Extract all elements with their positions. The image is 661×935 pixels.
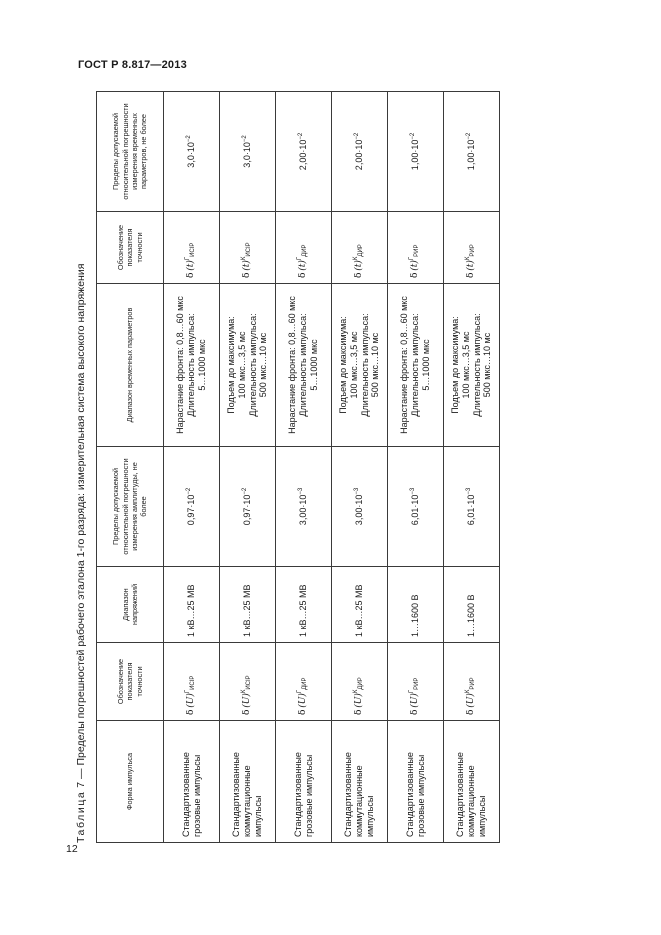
designation-subscript: ДИР	[358, 677, 365, 690]
designation-subscript: ИСIР	[190, 675, 197, 690]
designation-symbol: δ	[186, 272, 197, 278]
designation-superscript: К	[241, 689, 248, 694]
cell-voltage-range	[332, 567, 388, 643]
time-designation	[185, 243, 195, 278]
time-parameter-lines	[338, 289, 381, 441]
pulse-form-text: Стандартизованные коммутационные импульсы	[343, 752, 375, 837]
designation-superscript: Г	[185, 256, 192, 261]
designation-superscript: К	[465, 256, 472, 261]
amplitude-designation	[297, 678, 307, 715]
pulse-form-text: Стандартизованные коммутационные импульсы	[455, 752, 487, 837]
header-time-designation: Обозначение показателя точности	[97, 212, 164, 284]
header-time-error-limit: Пределы допускаемой относительной погрешности измерения временных параметров, не более	[97, 92, 164, 212]
cell-time-parameter-range	[332, 284, 388, 447]
designation-symbol: δ	[410, 709, 421, 715]
amplitude-limit-mantissa: 6,01·10	[466, 494, 477, 526]
pulse-form-text: Стандартизованные коммутационные импульсы	[231, 752, 263, 837]
designation-subscript: РИР	[470, 244, 477, 257]
voltage-range-text: 1 кВ…25 МВ	[242, 584, 253, 637]
time-parameter-line: Длительность импульса:	[247, 313, 258, 417]
time-parameter-line: 500 мкс…10 мс	[258, 332, 269, 398]
time-parameter-line: 5…1000 мкс	[196, 339, 207, 391]
designation-argument: (t)	[466, 260, 477, 271]
time-parameter-lines	[287, 289, 319, 441]
time-parameter-line: 5…1000 мкс	[420, 339, 431, 391]
time-parameter-line: 100 мкс…3,5 мс	[348, 331, 359, 399]
voltage-range-text: 1 кВ…25 МВ	[298, 584, 309, 637]
amplitude-limit-mantissa: 0,97·10	[186, 494, 197, 526]
designation-symbol: δ	[354, 709, 365, 715]
cell-amplitude-designation	[220, 643, 276, 721]
designation-subscript: ДИР	[358, 244, 365, 257]
designation-subscript: ИСIР	[190, 242, 197, 257]
amplitude-designation	[241, 675, 251, 715]
pulse-form-text: Стандартизованные грозовые импульсы	[292, 752, 314, 837]
designation-subscript: РИР	[414, 677, 421, 690]
designation-argument: (U)	[242, 693, 253, 708]
amplitude-limit-mantissa: 3,00·10	[354, 494, 365, 526]
time-parameter-line: 100 мкс…3,5 мс	[460, 331, 471, 399]
cell-time-designation	[444, 212, 500, 284]
table-row	[332, 92, 388, 843]
designation-symbol: δ	[410, 272, 421, 278]
time-parameter-line: Длительность импульса:	[359, 313, 370, 417]
header-pulse-form: Форма импульса	[97, 721, 164, 843]
cell-pulse-form	[332, 721, 388, 843]
designation-superscript: К	[353, 256, 360, 261]
cell-time-error-limit	[276, 92, 332, 212]
designation-subscript: ДИР	[302, 677, 309, 690]
time-parameter-line: 5…1000 мкс	[308, 339, 319, 391]
cell-time-designation	[276, 212, 332, 284]
time-parameter-line: 100 мкс…3,5 мс	[236, 331, 247, 399]
time-parameter-line: Нарастание фронта: 0,8…60 мкс	[399, 296, 410, 434]
cell-time-error-limit	[220, 92, 276, 212]
designation-symbol: δ	[466, 272, 477, 278]
time-parameter-line: Подъем до максимума:	[449, 316, 460, 414]
amplitude-limit-mantissa: 6,01·10	[410, 494, 421, 526]
amplitude-designation	[409, 678, 419, 715]
cell-voltage-range	[444, 567, 500, 643]
header-voltage-range: Диапазон напряжений	[97, 567, 164, 643]
time-parameter-lines	[226, 289, 269, 441]
cell-amplitude-error-limit	[332, 447, 388, 567]
time-designation	[241, 242, 251, 278]
time-parameter-lines	[450, 289, 493, 441]
cell-amplitude-error-limit	[276, 447, 332, 567]
time-designation	[297, 244, 307, 278]
table-caption	[66, 92, 96, 843]
cell-time-parameter-range	[220, 284, 276, 447]
designation-superscript: Г	[297, 689, 304, 694]
cell-amplitude-error-limit	[220, 447, 276, 567]
designation-symbol: δ	[354, 272, 365, 278]
cell-pulse-form	[388, 721, 444, 843]
cell-time-error-limit	[444, 92, 500, 212]
document-header: ГОСТ Р 8.817—2013	[78, 59, 187, 71]
time-limit-mantissa: 2,00·10	[298, 139, 309, 171]
table-row	[444, 92, 500, 843]
designation-symbol: δ	[242, 272, 253, 278]
voltage-range-text: 1…1600 В	[466, 594, 477, 637]
pulse-form-text: Стандартизованные грозовые импульсы	[180, 752, 202, 837]
cell-time-parameter-range	[388, 284, 444, 447]
cell-voltage-range	[220, 567, 276, 643]
table-row	[276, 92, 332, 843]
cell-time-error-limit	[164, 92, 220, 212]
cell-voltage-range	[276, 567, 332, 643]
cell-pulse-form	[220, 721, 276, 843]
cell-time-error-limit	[332, 92, 388, 212]
time-parameter-line: Длительность импульса:	[298, 313, 309, 417]
amplitude-limit-exponent: −3	[466, 487, 473, 495]
cell-pulse-form	[276, 721, 332, 843]
designation-symbol: δ	[186, 709, 197, 715]
designation-subscript: ДИР	[302, 244, 309, 257]
time-parameter-lines	[399, 289, 431, 441]
amplitude-designation	[465, 677, 475, 715]
table-header-row	[97, 92, 164, 843]
cell-time-designation	[220, 212, 276, 284]
time-parameter-line: Длительность импульса:	[471, 313, 482, 417]
accuracy-table	[96, 91, 500, 843]
amplitude-designation	[185, 676, 195, 715]
time-limit-exponent: −2	[354, 132, 361, 140]
cell-amplitude-error-limit	[444, 447, 500, 567]
time-limit-exponent: −2	[242, 135, 249, 143]
time-parameter-line: Длительность импульса:	[410, 313, 421, 417]
header-amplitude-error-limit: Пределы допускаемой относительной погрешности измерения амплитуды, не более	[97, 447, 164, 567]
cell-time-designation	[332, 212, 388, 284]
time-parameter-line: Нарастание фронта: 0,8…60 мкс	[287, 296, 298, 434]
table-row	[164, 92, 220, 843]
time-limit-exponent: −2	[466, 132, 473, 140]
designation-symbol: δ	[298, 272, 309, 278]
designation-argument: (t)	[242, 260, 253, 271]
cell-amplitude-designation	[444, 643, 500, 721]
amplitude-limit-exponent: −2	[242, 487, 249, 495]
cell-time-error-limit	[388, 92, 444, 212]
designation-superscript: Г	[185, 689, 192, 694]
designation-superscript: К	[353, 689, 360, 694]
amplitude-limit-mantissa: 3,00·10	[298, 494, 309, 526]
cell-amplitude-designation	[164, 643, 220, 721]
time-parameter-lines	[175, 289, 207, 441]
cell-amplitude-error-limit	[164, 447, 220, 567]
cell-time-parameter-range	[444, 284, 500, 447]
designation-argument: (U)	[466, 693, 477, 708]
time-limit-mantissa: 2,00·10	[354, 139, 365, 171]
cell-pulse-form	[164, 721, 220, 843]
designation-subscript: РИР	[470, 677, 477, 690]
time-limit-exponent: −2	[410, 132, 417, 140]
time-parameter-line: Длительность импульса:	[186, 313, 197, 417]
cell-amplitude-error-limit	[388, 447, 444, 567]
cell-amplitude-designation	[388, 643, 444, 721]
cell-amplitude-designation	[276, 643, 332, 721]
time-parameter-line: Подъем до максимума:	[225, 316, 236, 414]
time-limit-mantissa: 1,00·10	[466, 139, 477, 171]
cell-time-designation	[388, 212, 444, 284]
amplitude-designation	[353, 677, 363, 715]
time-parameter-line: Нарастание фронта: 0,8…60 мкс	[175, 296, 186, 434]
time-designation	[465, 244, 475, 278]
designation-argument: (t)	[354, 260, 365, 271]
table-row	[388, 92, 444, 843]
time-limit-exponent: −2	[186, 135, 193, 143]
designation-subscript: РИР	[414, 244, 421, 257]
table-caption-text: 7 — Пределы погрешностей рабочего эталона 1-го разряда: измерительная система высокого напряжения	[75, 263, 87, 788]
designation-symbol: δ	[298, 709, 309, 715]
cell-time-parameter-range	[276, 284, 332, 447]
designation-argument: (U)	[298, 693, 309, 708]
cell-time-designation	[164, 212, 220, 284]
designation-superscript: Г	[409, 256, 416, 261]
designation-superscript: Г	[409, 689, 416, 694]
amplitude-limit-exponent: −3	[298, 487, 305, 495]
designation-argument: (t)	[186, 260, 197, 271]
cell-voltage-range	[388, 567, 444, 643]
time-limit-exponent: −2	[298, 132, 305, 140]
time-designation	[409, 245, 419, 278]
table-caption-label: Таблица	[75, 790, 87, 843]
time-limit-mantissa: 1,00·10	[410, 139, 421, 171]
page-number: 12	[66, 843, 78, 855]
amplitude-limit-mantissa: 0,97·10	[242, 494, 253, 526]
amplitude-limit-exponent: −2	[186, 487, 193, 495]
time-limit-mantissa: 3,0·10	[242, 142, 253, 168]
designation-argument: (t)	[410, 260, 421, 271]
voltage-range-text: 1 кВ…25 МВ	[186, 584, 197, 637]
table-row	[220, 92, 276, 843]
voltage-range-text: 1…1600 В	[410, 594, 421, 637]
cell-amplitude-designation	[332, 643, 388, 721]
header-amplitude-designation: Обозначение показателя точности	[97, 643, 164, 721]
voltage-range-text: 1 кВ…25 МВ	[354, 584, 365, 637]
designation-argument: (U)	[410, 693, 421, 708]
designation-superscript: Г	[297, 256, 304, 261]
pulse-form-text: Стандартизованные грозовые импульсы	[404, 752, 426, 837]
time-limit-mantissa: 3,0·10	[186, 142, 197, 168]
cell-voltage-range	[164, 567, 220, 643]
time-parameter-line: 500 мкс…10 мс	[370, 332, 381, 398]
designation-superscript: К	[465, 689, 472, 694]
designation-superscript: К	[241, 256, 248, 261]
amplitude-limit-exponent: −3	[410, 487, 417, 495]
designation-argument: (U)	[354, 693, 365, 708]
designation-subscript: ИСIР	[246, 242, 253, 257]
designation-argument: (t)	[298, 260, 309, 271]
header-time-parameter-range: Диапазон временных параметров	[97, 284, 164, 447]
designation-symbol: δ	[466, 709, 477, 715]
rotated-table-area	[66, 92, 496, 843]
time-parameter-line: 500 мкс…10 мс	[482, 332, 493, 398]
cell-pulse-form	[444, 721, 500, 843]
amplitude-limit-exponent: −3	[354, 487, 361, 495]
cell-time-parameter-range	[164, 284, 220, 447]
designation-symbol: δ	[242, 709, 253, 715]
time-parameter-line: Подъем до максимума:	[337, 316, 348, 414]
time-designation	[353, 244, 363, 278]
designation-subscript: ИСIР	[246, 675, 253, 690]
designation-argument: (U)	[186, 693, 197, 708]
